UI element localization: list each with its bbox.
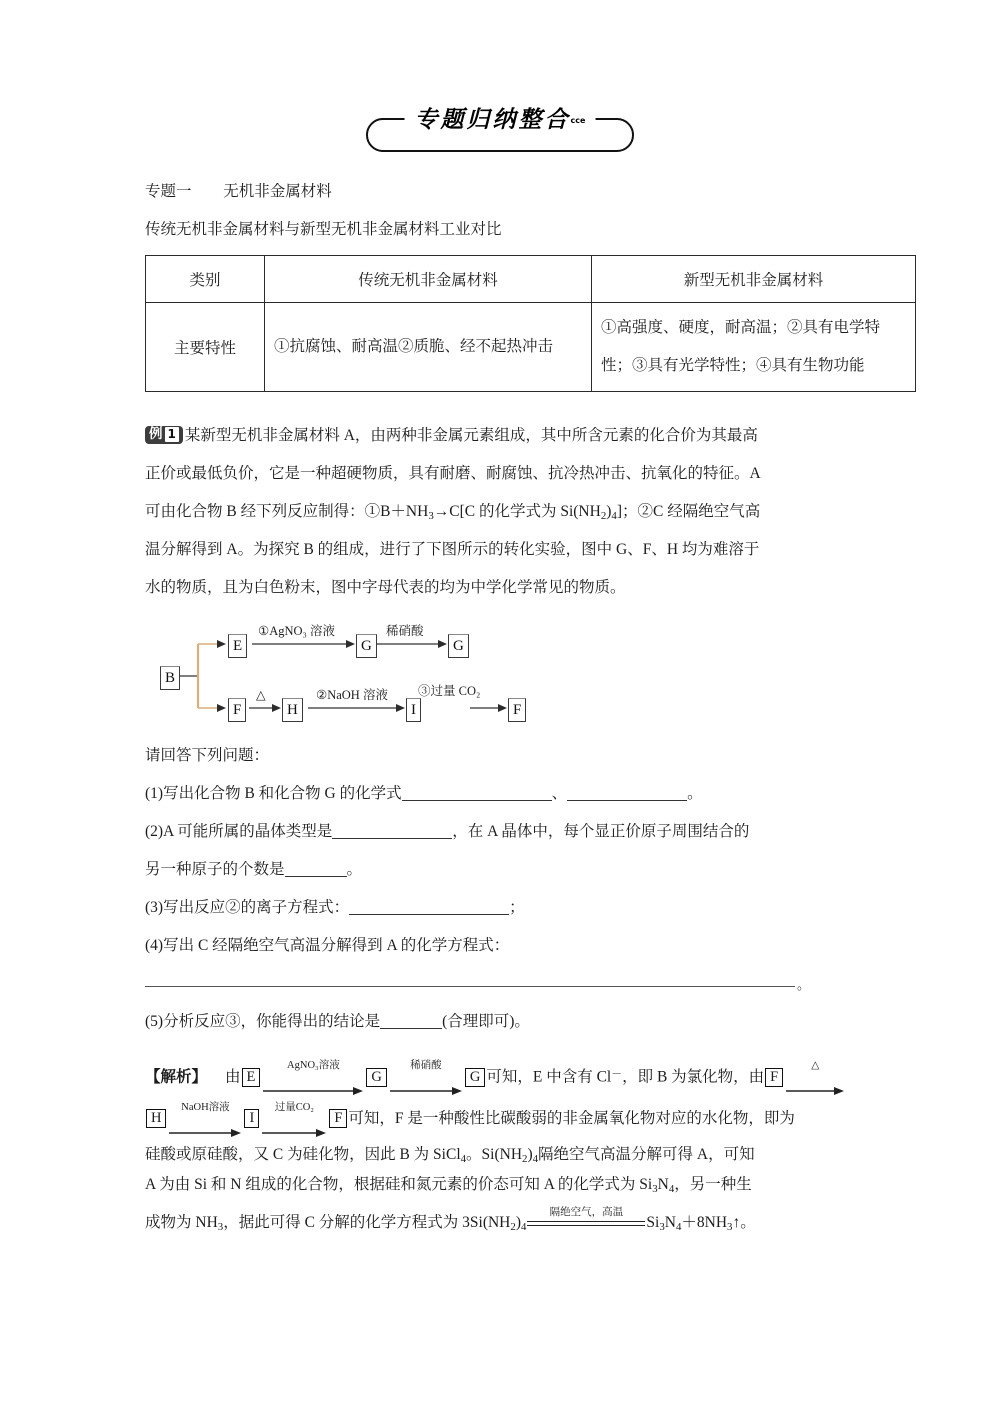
analysis-box-h: H — [146, 1109, 166, 1128]
answer-blank-2a[interactable] — [332, 823, 452, 839]
analysis-arrow-co2 — [262, 1101, 326, 1124]
topic-heading — [145, 182, 332, 202]
si3-subscript-2: 3 — [659, 1221, 665, 1234]
analysis-line-1 — [145, 1055, 875, 1097]
arrow-shaft-icon — [263, 1087, 363, 1096]
analysis-cap-agno3: AgNO₃溶液 — [287, 1060, 340, 1072]
example-line-3c: ) — [606, 503, 612, 520]
answer-blank-2b[interactable] — [285, 861, 347, 877]
analysis-line3-a: 硅酸或原硅酸，又 C 为硅化物，因此 B 为 SiCl — [145, 1146, 461, 1163]
analysis-box-e: E — [242, 1068, 261, 1087]
example-line-4: 温分解得到 A。为探究 B 的组成，进行了下图所示的转化实验，图中 G、F、H 均为难溶于 — [145, 541, 760, 558]
question-2-text-a: (2)A 可能所属的晶体类型是 — [145, 823, 333, 840]
nh3-subscript: 3 — [428, 510, 434, 523]
example-line-5-wrap — [145, 569, 875, 607]
analysis-line3-d: 隔绝空气高温分解可得 A，可知 — [538, 1146, 755, 1163]
questions-prompt: 请回答下列问题： — [145, 747, 270, 764]
question-1 — [145, 775, 703, 813]
analysis-line4-b: N — [657, 1176, 669, 1193]
question-2-text-d: 。 — [346, 861, 363, 878]
table-header-category: 类别 — [146, 256, 265, 303]
analysis-line4-a: A 为由 Si 和 N 组成的化合物，根据硅和氮元素的价态可知 A 的化学式为 Si — [145, 1176, 653, 1193]
chloride-charge: － — [611, 1068, 623, 1080]
question-5-text-b: (合理即可)。 — [442, 1013, 530, 1030]
page-title — [405, 107, 596, 134]
analysis-arrow-naoh — [169, 1101, 241, 1124]
question-4 — [145, 927, 509, 965]
analysis-line-2 — [145, 1100, 875, 1138]
example-line-3d: ]；②C 经隔绝空气高 — [616, 503, 761, 520]
table-subtitle: 传统无机非金属材料与新型无机非金属材料工业对比 — [145, 221, 502, 238]
analysis-text-after-g: 可知，E 中含有 Cl — [486, 1068, 612, 1086]
example-line-5: 水的物质，且为白色粉末，图中字母代表的均为中学化学常见的物质。 — [145, 579, 626, 596]
question-2-line1 — [145, 813, 749, 851]
si3-subscript: 3 — [652, 1183, 658, 1196]
analysis-text-after-f2: 可知，F 是一种酸性比碳酸弱的非金属氧化物对应的水化物，即为 — [348, 1110, 795, 1127]
flow-node-e: E — [228, 634, 247, 658]
analysis-text-after-cl: ，即 B 为氯化物，由 — [622, 1068, 765, 1086]
flow-label-delta: △ — [256, 688, 266, 702]
analysis-line5-a: 成物为 NH — [145, 1214, 218, 1231]
flow-node-b: B — [160, 666, 180, 690]
table-header-modern: 新型无机非金属材料 — [592, 256, 916, 303]
table-cell-category: 主要特性 — [146, 303, 265, 392]
question-2-text-b: ，在 A 晶体中，每个显正价原子周围结合的 — [452, 823, 750, 840]
n4-subscript: 4 — [668, 1183, 675, 1196]
analysis-box-g2: G — [465, 1068, 485, 1087]
page-title-suffix: cce — [570, 116, 586, 125]
example-line-2: 正价或最低负价，它是一种超硬物质，具有耐磨、耐腐蚀、抗冷热冲击、抗氧化的特征。A — [145, 465, 761, 482]
analysis-line-4 — [145, 1170, 875, 1204]
comparison-table — [145, 255, 916, 392]
example-line-3b: →C[C 的化学式为 Si(NH — [433, 503, 601, 520]
analysis-box-i: I — [244, 1109, 259, 1128]
question-2-line2 — [145, 851, 362, 889]
flow-label-dilute-nitric: 稀硝酸 — [386, 624, 424, 638]
flow-label-excess-co2: ③过量 CO₂ — [418, 684, 481, 698]
si-nh2-4-subscript: 4 — [611, 510, 617, 523]
topic-label: 专题一 — [145, 183, 192, 200]
flow-node-i: I — [406, 698, 421, 722]
example-badge-label: 例 — [149, 426, 163, 442]
table-header-traditional: 传统无机非金属材料 — [265, 256, 592, 303]
analysis-arrow-nitric — [390, 1060, 462, 1082]
analysis-arrow-delta — [786, 1060, 844, 1082]
question-1-end: 。 — [687, 785, 703, 802]
example-line-3-wrap — [145, 493, 875, 535]
page-title-text: 专题归纳整合 — [414, 107, 571, 133]
answer-blank-5[interactable] — [380, 1013, 442, 1029]
flow-label-naoh: ②NaOH 溶液 — [316, 688, 388, 702]
question-3-text-a: (3)写出反应②的离子方程式： — [145, 899, 350, 916]
question-2-text-c: 另一种原子的个数是 — [145, 861, 285, 878]
flow-label-agno3: ①AgNO₃ 溶液 — [258, 624, 336, 638]
question-3-text-b: ； — [509, 899, 525, 916]
example-paragraph — [145, 417, 860, 455]
si-nh2-4-subscript-2: 4 — [532, 1153, 539, 1166]
flow-node-g2: G — [448, 634, 469, 658]
arrow-shaft-icon — [786, 1087, 844, 1096]
table-header-row — [146, 256, 916, 303]
flow-node-f2: F — [508, 698, 526, 722]
flow-node-f1: F — [228, 698, 246, 722]
question-3 — [145, 889, 525, 927]
analysis-label: 【解析】 — [145, 1068, 208, 1086]
page-header — [0, 107, 1000, 157]
question-5-text-a: (5)分析反应③，你能得出的结论是 — [145, 1013, 381, 1030]
analysis-line5-c: ) — [515, 1214, 521, 1231]
analysis-cap-nitric: 稀硝酸 — [410, 1060, 442, 1072]
analysis-line4-c: ，另一种生 — [674, 1176, 752, 1193]
table-row — [146, 303, 916, 392]
analysis-line3-c: ) — [527, 1146, 533, 1163]
answer-blank-3[interactable] — [349, 899, 509, 915]
example-line-2-wrap — [145, 455, 860, 493]
analysis-box-f1: F — [765, 1068, 783, 1087]
flow-node-h: H — [282, 698, 303, 722]
title-pill — [366, 107, 634, 152]
analysis-cap-delta: △ — [811, 1060, 820, 1072]
analysis-line5-f: ＋8NH — [681, 1214, 728, 1231]
table-cell-traditional: ①抗腐蚀、耐高温②质脆、经不起热冲击 — [274, 338, 554, 355]
analysis-line5-g: ↑。 — [732, 1214, 756, 1231]
example-line-3a: 可由化合物 B 经下列反应制得：①B＋NH — [145, 503, 429, 520]
question-4-text: (4)写出 C 经隔绝空气高温分解得到 A 的化学方程式： — [145, 937, 510, 954]
question-1-sep: 、 — [551, 785, 568, 802]
table-cell-modern: ①高强度、硬度，耐高温；②具有电学特性；③具有光学特性；④具有生物功能 — [601, 319, 881, 374]
nh2-subscript: 2 — [600, 510, 607, 523]
analysis-cap-naoh: NaOH溶液 — [181, 1101, 230, 1113]
question-4-period: 。 — [797, 977, 811, 992]
arrow-shaft-icon — [262, 1129, 326, 1138]
topic-title: 无机非金属材料 — [223, 183, 332, 200]
nh2-subscript-2: 2 — [522, 1153, 528, 1166]
question-1-text: (1)写出化合物 B 和化合物 G 的化学式 — [145, 785, 402, 802]
answer-blank-1b[interactable] — [567, 785, 687, 801]
equation-condition-rule — [527, 1206, 645, 1226]
si-nh2-4-subscript-3: 4 — [520, 1221, 527, 1234]
analysis-box-g1: G — [366, 1068, 386, 1087]
analysis-cap-co2: 过量CO₂ — [274, 1101, 314, 1113]
analysis-line-5 — [145, 1208, 875, 1242]
analysis-line5-d: Si — [646, 1214, 660, 1231]
answer-blank-4[interactable] — [145, 986, 795, 987]
nh3-subscript-3: 3 — [727, 1221, 733, 1234]
equation-condition-label: 隔绝空气，高温 — [549, 1206, 624, 1218]
example-badge-number: 1 — [165, 427, 179, 442]
sicl4-subscript: 4 — [460, 1153, 467, 1166]
arrow-shaft-icon — [169, 1129, 241, 1138]
example-line-1: 某新型无机非金属材料 A，由两种非金属元素组成，其中所含元素的化合价为其最高 — [184, 427, 758, 444]
n4-subscript-2: 4 — [675, 1221, 682, 1234]
reaction-flow-diagram — [148, 624, 568, 722]
example-line-4-wrap — [145, 531, 875, 569]
analysis-lead: 由 — [225, 1068, 241, 1086]
flow-node-g1: G — [356, 634, 377, 658]
analysis-line5-e: N — [664, 1214, 676, 1231]
arrow-shaft-icon — [390, 1087, 462, 1096]
analysis-line3-b: 。Si(NH — [466, 1146, 523, 1163]
analysis-line-3 — [145, 1140, 875, 1174]
analysis-box-f2: F — [329, 1109, 347, 1128]
nh2-subscript-3: 2 — [510, 1221, 516, 1234]
question-5 — [145, 1003, 530, 1041]
example-badge — [145, 426, 183, 444]
analysis-arrow-agno3 — [263, 1060, 363, 1082]
answer-blank-1a[interactable] — [402, 785, 552, 801]
nh3-subscript-2: 3 — [217, 1221, 224, 1234]
analysis-line5-b: ，据此可得 C 分解的化学方程式为 3Si(NH — [223, 1214, 511, 1231]
